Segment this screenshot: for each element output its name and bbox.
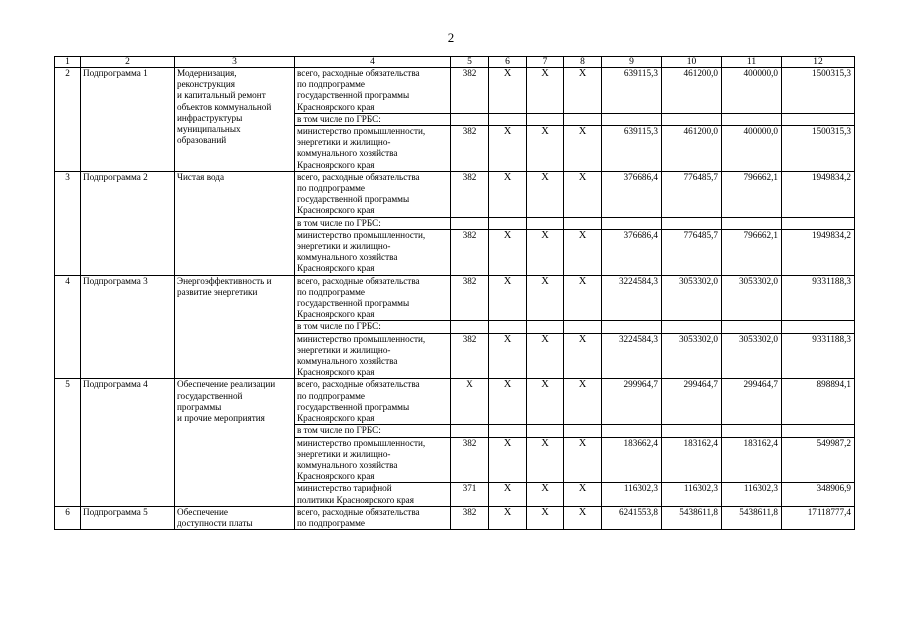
code-cell [451,217,489,229]
x-mark-cell: X [564,229,602,275]
page-number: 2 [447,30,455,45]
column-header: 5 [451,57,489,68]
amount-cell: 299464,7 [722,379,782,425]
amount-cell: 3224584,3 [602,333,662,379]
code-cell: 382 [451,333,489,379]
column-header: 2 [81,57,175,68]
description-line: государственной программы [297,401,410,412]
subprogram-name-line: Обеспечение реализации [177,379,276,390]
amount-cell: 639115,3 [602,126,662,172]
subprogram-name-line: образований [177,135,227,146]
amount-cell: 776485,7 [662,229,722,275]
x-mark-cell: X [489,68,527,114]
x-mark-cell [489,113,527,125]
x-mark-cell: X [527,506,564,529]
total-cell [782,425,855,437]
table-row [55,506,855,529]
subprogram-name-line: реконструкция [177,79,235,90]
column-header: 6 [489,57,527,68]
amount-cell: 3053302,0 [662,333,722,379]
x-mark-cell [564,321,602,333]
description-line: Красноярского края [297,413,375,424]
code-cell: 382 [451,229,489,275]
description-line: по подпрограмме [297,390,365,401]
amount-cell: 461200,0 [662,68,722,114]
x-mark-cell: X [564,68,602,114]
column-header: 1 [55,57,81,68]
table-row [55,379,855,425]
x-mark-cell [527,321,564,333]
x-mark-cell: X [489,506,527,529]
description-line: Красноярского края [297,101,375,112]
total-cell: 898894,1 [782,379,855,425]
column-header: 4 [295,57,451,68]
amount-cell [722,321,782,333]
total-cell: 1500315,3 [782,68,855,114]
obligation-description [295,506,451,529]
code-cell: 371 [451,483,489,506]
amount-cell: 376686,4 [602,171,662,217]
x-mark-cell [527,217,564,229]
amount-cell [602,321,662,333]
description-line: в том числе по ГРБС: [297,113,381,124]
total-cell [782,113,855,125]
x-mark-cell [489,217,527,229]
x-mark-cell: X [489,126,527,172]
amount-cell: 3224584,3 [602,275,662,321]
obligation-description [295,126,451,172]
row-number: 6 [55,506,81,529]
amount-cell [662,217,722,229]
amount-cell: 776485,7 [662,171,722,217]
subprogram-name-line: доступности платы [177,517,253,528]
amount-cell: 400000,0 [722,126,782,172]
amount-cell: 299964,7 [602,379,662,425]
x-mark-cell: X [527,229,564,275]
description-line: в том числе по ГРБС: [297,425,381,436]
description-line: по подпрограмме [297,517,365,528]
amount-cell: 3053302,0 [722,333,782,379]
column-header: 7 [527,57,564,68]
description-line: по подпрограмме [297,286,365,297]
code-cell: 382 [451,126,489,172]
description-line: всего, расходные обязательства [297,506,420,517]
subprogram-name-line: и прочие мероприятия [177,413,265,424]
description-line: по подпрограмме [297,183,365,194]
obligation-description [295,217,451,229]
subprogram-name [175,68,295,172]
description-line: Красноярского края [297,309,375,320]
amount-cell: 376686,4 [602,229,662,275]
subprogram-name-line: программы [177,401,222,412]
description-line: коммунального хозяйства [297,148,398,159]
column-header: 10 [662,57,722,68]
budget-table [54,56,855,530]
amount-cell: 5438611,8 [722,506,782,529]
code-cell: X [451,379,489,425]
total-cell: 17118777,4 [782,506,855,529]
description-line: Красноярского края [297,159,375,170]
description-line: министерство тарифной [297,483,392,494]
amount-cell: 400000,0 [722,68,782,114]
obligation-description [295,379,451,425]
x-mark-cell: X [489,437,527,483]
row-number: 4 [55,275,81,379]
obligation-description [295,483,451,506]
amount-cell: 183162,4 [662,437,722,483]
column-header: 11 [722,57,782,68]
total-cell: 348906,9 [782,483,855,506]
obligation-description [295,229,451,275]
amount-cell: 639115,3 [602,68,662,114]
total-cell: 9331188,3 [782,275,855,321]
amount-cell: 6241553,8 [602,506,662,529]
total-cell: 9331188,3 [782,333,855,379]
amount-cell: 796662,1 [722,171,782,217]
subprogram-label: Подпрограмма 2 [81,171,175,275]
code-cell: 382 [451,437,489,483]
description-line: Красноярского края [297,205,375,216]
amount-cell: 183162,4 [722,437,782,483]
description-line: коммунального хозяйства [297,252,398,263]
x-mark-cell [564,113,602,125]
subprogram-label: Подпрограмма 1 [81,68,175,172]
amount-cell: 461200,0 [662,126,722,172]
subprogram-name-line: государственной [177,390,243,401]
amount-cell: 3053302,0 [722,275,782,321]
x-mark-cell [489,425,527,437]
description-line: министерство промышленности, [297,229,426,240]
amount-cell [662,321,722,333]
table-row [55,171,855,217]
description-line: всего, расходные обязательства [297,379,420,390]
x-mark-cell: X [527,171,564,217]
total-cell: 1949834,2 [782,171,855,217]
description-line: Красноярского края [297,471,375,482]
code-cell: 382 [451,506,489,529]
obligation-description [295,321,451,333]
x-mark-cell [527,425,564,437]
column-header: 8 [564,57,602,68]
x-mark-cell: X [527,275,564,321]
x-mark-cell: X [564,506,602,529]
x-mark-cell: X [527,483,564,506]
subprogram-label: Подпрограмма 4 [81,379,175,506]
x-mark-cell: X [489,379,527,425]
x-mark-cell: X [527,437,564,483]
total-cell: 549987,2 [782,437,855,483]
x-mark-cell: X [564,333,602,379]
x-mark-cell: X [527,126,564,172]
total-cell: 1500315,3 [782,126,855,172]
obligation-description [295,171,451,217]
x-mark-cell [489,321,527,333]
subprogram-name-line: инфраструктуры [177,112,243,123]
description-line: в том числе по ГРБС: [297,321,381,332]
total-cell: 1949834,2 [782,229,855,275]
table-row [55,68,855,114]
x-mark-cell: X [489,333,527,379]
description-line: министерство промышленности, [297,437,426,448]
x-mark-cell: X [564,483,602,506]
obligation-description [295,333,451,379]
subprogram-name-line: объектов коммунальной [177,101,272,112]
amount-cell [722,425,782,437]
obligation-description [295,425,451,437]
subprogram-name-line: Модернизация, [177,68,237,78]
code-cell [451,321,489,333]
description-line: министерство промышленности, [297,126,426,137]
row-number: 2 [55,68,81,172]
obligation-description [295,275,451,321]
x-mark-cell: X [564,171,602,217]
subprogram-label: Подпрограмма 3 [81,275,175,379]
subprogram-name-line: Энергоэффективность и [177,275,272,286]
description-line: энергетики и жилищно- [297,241,391,252]
amount-cell [722,113,782,125]
x-mark-cell: X [564,379,602,425]
description-line: энергетики и жилищно- [297,344,391,355]
amount-cell [602,113,662,125]
amount-cell [662,425,722,437]
x-mark-cell: X [489,483,527,506]
code-cell: 382 [451,171,489,217]
amount-cell: 5438611,8 [662,506,722,529]
subprogram-name [175,275,295,379]
subprogram-name-line: муниципальных [177,124,241,135]
code-cell: 382 [451,68,489,114]
subprogram-name-line: и капитальный ремонт [177,90,266,101]
x-mark-cell: X [527,379,564,425]
x-mark-cell [564,217,602,229]
amount-cell: 3053302,0 [662,275,722,321]
subprogram-name [175,379,295,506]
obligation-description [295,113,451,125]
column-number-row [55,57,855,68]
amount-cell: 299464,7 [662,379,722,425]
row-number: 3 [55,171,81,275]
amount-cell: 116302,3 [722,483,782,506]
table-row [55,275,855,321]
amount-cell: 796662,1 [722,229,782,275]
x-mark-cell [564,425,602,437]
description-line: министерство промышленности, [297,333,426,344]
amount-cell: 116302,3 [662,483,722,506]
amount-cell: 183662,4 [602,437,662,483]
x-mark-cell: X [489,275,527,321]
x-mark-cell: X [564,437,602,483]
code-cell [451,113,489,125]
description-line: в том числе по ГРБС: [297,217,381,228]
description-line: Красноярского края [297,263,375,274]
x-mark-cell: X [564,126,602,172]
description-line: всего, расходные обязательства [297,68,420,78]
description-line: государственной программы [297,90,410,101]
description-line: коммунального хозяйства [297,459,398,470]
x-mark-cell: X [527,68,564,114]
x-mark-cell [527,113,564,125]
total-cell [782,321,855,333]
code-cell: 382 [451,275,489,321]
amount-cell [602,217,662,229]
description-line: государственной программы [297,298,410,309]
subprogram-name-line: Чистая вода [177,171,225,182]
obligation-description [295,68,451,114]
description-line: политики Красноярского края [297,494,414,505]
subprogram-label: Подпрограмма 5 [81,506,175,529]
amount-cell [602,425,662,437]
description-line: по подпрограмме [297,79,365,90]
description-line: всего, расходные обязательства [297,171,420,182]
description-line: Красноярского края [297,367,375,378]
subprogram-name-line: развитие энергетики [177,286,258,297]
column-header: 12 [782,57,855,68]
description-line: всего, расходные обязательства [297,275,420,286]
subprogram-name [175,506,295,529]
column-header: 9 [602,57,662,68]
x-mark-cell: X [564,275,602,321]
description-line: энергетики и жилищно- [297,448,391,459]
column-header: 3 [175,57,295,68]
table-body [55,68,855,530]
obligation-description [295,437,451,483]
amount-cell [722,217,782,229]
description-line: энергетики и жилищно- [297,137,391,148]
subprogram-name-line: Обеспечение [177,506,228,517]
amount-cell [662,113,722,125]
x-mark-cell: X [489,171,527,217]
subprogram-name [175,171,295,275]
row-number: 5 [55,379,81,506]
code-cell [451,425,489,437]
description-line: государственной программы [297,194,410,205]
total-cell [782,217,855,229]
x-mark-cell: X [489,229,527,275]
description-line: коммунального хозяйства [297,356,398,367]
x-mark-cell: X [527,333,564,379]
amount-cell: 116302,3 [602,483,662,506]
